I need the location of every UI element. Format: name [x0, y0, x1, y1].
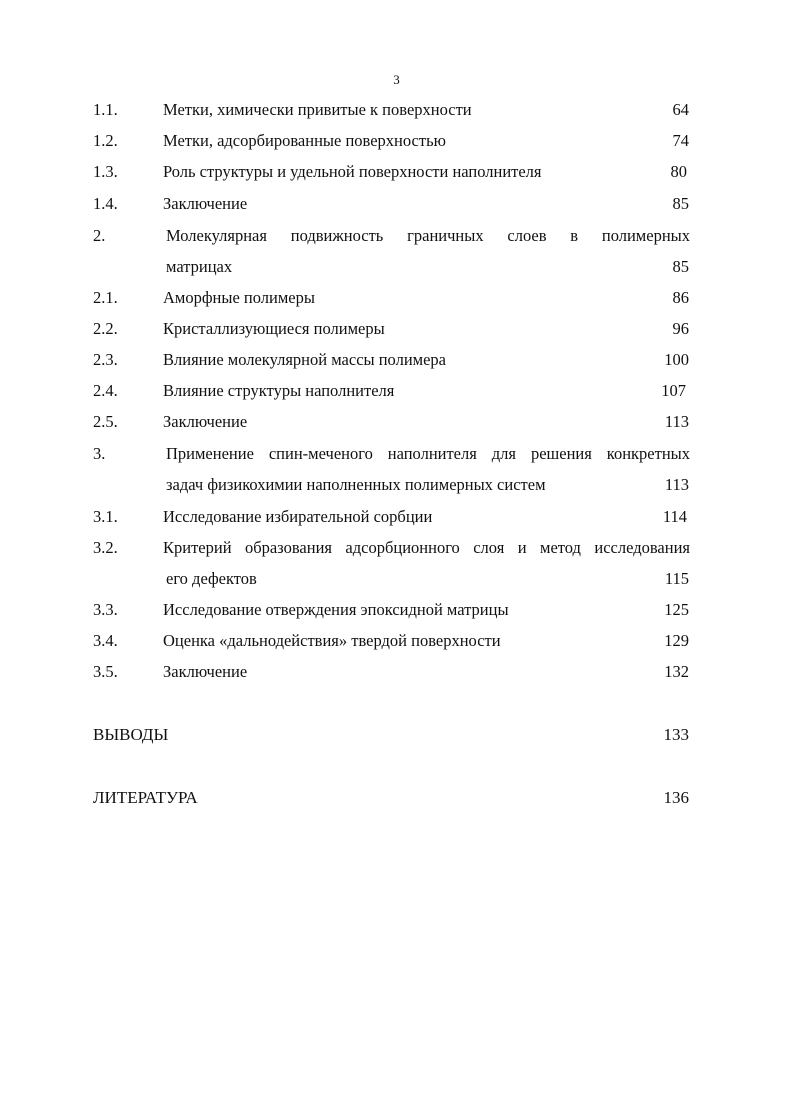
toc-entry-title: Кристаллизующиеся полимеры	[163, 319, 385, 338]
toc-entry-title: Молекулярная подвижность граничных слоев в полимерных	[166, 226, 690, 245]
toc-entry-references	[0, 787, 793, 809]
toc-entry	[0, 380, 793, 402]
toc-entry-number: 3.3.	[93, 600, 118, 619]
toc-entry-title: ВЫВОДЫ	[93, 725, 169, 744]
toc-entry-page: 64	[672, 100, 689, 119]
toc-entry-title: Критерий образования адсорбционного слоя и метод исследования	[163, 538, 690, 557]
toc-entry-number: 1.2.	[93, 131, 118, 150]
toc-entry	[0, 225, 793, 247]
toc-entry-continuation	[0, 568, 793, 590]
toc-entry-continuation	[0, 474, 793, 496]
toc-entry-number: 2.1.	[93, 288, 118, 307]
toc-entry-page: 86	[672, 288, 689, 307]
toc-entry-title: Аморфные полимеры	[163, 288, 315, 307]
toc-entry-conclusions	[0, 724, 793, 746]
toc-entry-page: 125	[664, 600, 689, 619]
toc-entry-title: его дефектов	[166, 569, 257, 588]
toc-entry	[0, 630, 793, 652]
toc-entry-title: Влияние молекулярной массы полимера	[163, 350, 446, 369]
toc-entry	[0, 599, 793, 621]
toc-entry-number: 2.5.	[93, 412, 118, 431]
toc-entry-title: Роль структуры и удельной поверхности наполнителя	[163, 162, 542, 181]
toc-entry	[0, 130, 793, 152]
toc-entry-page: 132	[664, 662, 689, 681]
toc-entry-title: ЛИТЕРАТУРА	[93, 788, 198, 807]
toc-entry-number: 3.1.	[93, 507, 118, 526]
toc-entry-title: Заключение	[163, 194, 248, 213]
toc-entry	[0, 287, 793, 309]
toc-entry-page: 107	[661, 381, 686, 400]
toc-entry-title: Метки, адсорбированные поверхностью	[163, 131, 446, 150]
toc-entry-title: Применение спин-меченого наполнителя для решения конкретных	[166, 444, 690, 463]
toc-entry	[0, 349, 793, 371]
toc-entry-page: 129	[664, 631, 689, 650]
toc-entry-number: 1.1.	[93, 100, 118, 119]
toc-entry-title: Заключение	[163, 412, 248, 431]
toc-entry	[0, 193, 793, 215]
toc-entry	[0, 443, 793, 465]
page-number: 3	[393, 72, 400, 87]
toc-entry-number: 1.4.	[93, 194, 118, 213]
toc-entry-number: 3.4.	[93, 631, 118, 650]
toc-entry	[0, 161, 793, 183]
toc-entry-title: Исследование избирательной сорбции	[163, 507, 433, 526]
toc-entry-number: 1.3.	[93, 162, 118, 181]
toc-entry-title: Влияние структуры наполнителя	[163, 381, 395, 400]
toc-entry-page: 96	[672, 319, 689, 338]
toc-entry-continuation	[0, 256, 793, 278]
toc-entry-page: 85	[672, 194, 689, 213]
toc-entry	[0, 99, 793, 121]
toc-entry-number: 2.2.	[93, 319, 118, 338]
toc-entry-page: 113	[664, 412, 689, 431]
toc-entry-title: Заключение	[163, 662, 248, 681]
toc-entry-page: 136	[663, 788, 689, 807]
toc-entry-page: 80	[670, 162, 687, 181]
toc-entry	[0, 318, 793, 340]
toc-entry-number: 2.4.	[93, 381, 118, 400]
toc-entry-number: 2.	[93, 226, 106, 245]
toc-entry-title: матрицах	[166, 257, 233, 276]
toc-entry-title: Метки, химически привитые к поверхности	[163, 100, 472, 119]
toc-entry-number: 3.5.	[93, 662, 118, 681]
toc-entry-number: 3.	[93, 444, 106, 463]
toc-entry-page: 113	[664, 475, 689, 494]
toc-entry-page: 133	[663, 725, 689, 744]
toc-entry-page: 85	[672, 257, 689, 276]
toc-entry-title: Оценка «дальнодействия» твердой поверхности	[163, 631, 501, 650]
toc-entry	[0, 537, 793, 559]
toc-entry	[0, 661, 793, 683]
toc-entry	[0, 506, 793, 528]
toc-entry-number: 2.3.	[93, 350, 118, 369]
toc-entry-page: 115	[664, 569, 689, 588]
toc-entry-page: 74	[672, 131, 689, 150]
toc-entry-title: задач физикохимии наполненных полимерных систем	[166, 475, 546, 494]
toc-entry	[0, 411, 793, 433]
toc-entry-page: 100	[664, 350, 689, 369]
toc-entry-number: 3.2.	[93, 538, 118, 557]
toc-entry-page: 114	[662, 507, 687, 526]
toc-entry-title: Исследование отверждения эпоксидной матрицы	[163, 600, 509, 619]
